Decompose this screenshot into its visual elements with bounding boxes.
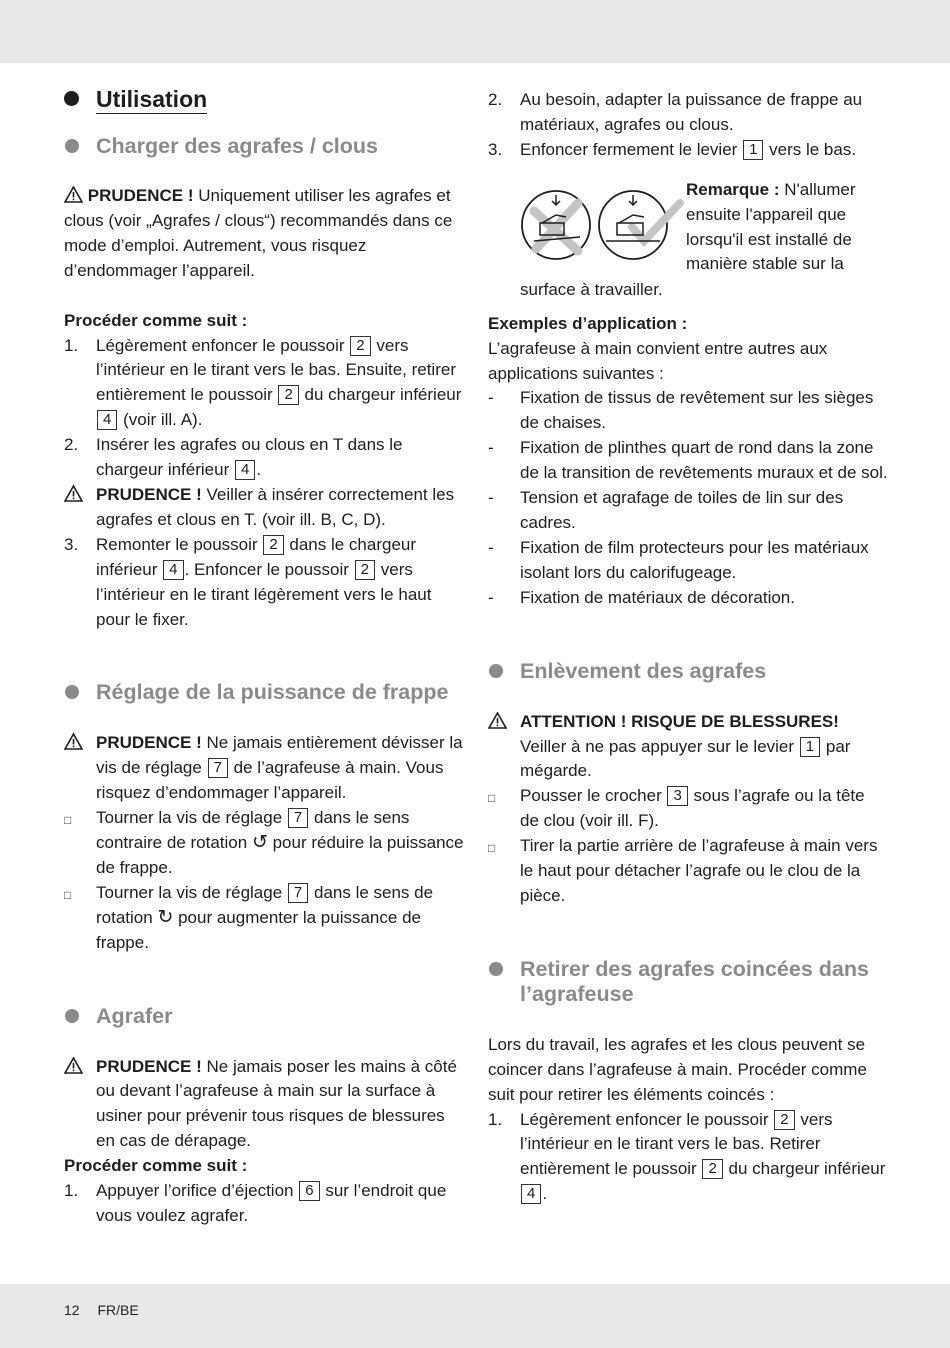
warning-triangle-icon	[64, 733, 83, 750]
remark-text: Remarque : N'allumer ensuite l'appareil que lorsqu'il est installé de manière stable sur la	[686, 179, 856, 274]
page-footer	[64, 1302, 153, 1318]
step-3: 3. Remonter le poussoir 2 dans le chargeur inférieur 4 . Enfoncer le poussoir 2 vers l’intérieur en le tirant légèrement vers le haut pour le fixer.	[64, 534, 432, 629]
examples-intro: L’agrafeuse à main convient entre autres aux applications suivantes :	[488, 338, 828, 383]
step-2: 2. Insérer les agrafes ou clous en T dans le chargeur inférieur 4 .	[64, 435, 403, 480]
rotate-ccw-icon: ↺	[251, 832, 268, 854]
step-1: 1. Légèrement enfoncer le poussoir 2 vers l’intérieur en le tirant vers le bas. Retirer entièrement le poussoir 2 du chargeur inférieur 4 .	[488, 1109, 886, 1204]
ref-6: 6	[299, 1181, 319, 1201]
page-number: 12	[64, 1302, 80, 1318]
bullet-icon	[64, 91, 79, 106]
warning-triangle-icon	[488, 712, 507, 729]
checkbox-square-icon: □	[64, 887, 72, 902]
list-item: □ Tourner la vis de réglage 7 dans le sens contraire de rotation ↺ pour réduire la puissance de frappe.	[64, 806, 464, 881]
ref-2: 2	[702, 1159, 722, 1179]
ref-4: 4	[235, 460, 255, 480]
remark-block	[488, 175, 888, 312]
step-1: 1. Légèrement enfoncer le poussoir 2 vers l’intérieur en le tirant vers le bas. Ensuite, retirer entièrement le poussoir 2 du chargeur inférieur 4 (voir ill. A).	[64, 335, 462, 430]
bullet-icon	[65, 1009, 79, 1023]
ref-7: 7	[288, 808, 308, 828]
ref-2: 2	[774, 1110, 794, 1130]
section-title-utilisation: Utilisation	[64, 82, 464, 116]
list-item: □ Tourner la vis de réglage 7 dans le sens de rotation ↻ pour augmenter la puissance de frappe.	[64, 881, 464, 956]
checkbox-square-icon: □	[64, 813, 72, 828]
heading-charger: Charger des agrafes / clous	[64, 134, 464, 159]
ref-1: 1	[743, 140, 763, 160]
ref-4: 4	[521, 1184, 541, 1204]
procedure-label: Procéder comme suit :	[64, 1156, 248, 1176]
warning-insert: PRUDENCE ! Veiller à insérer correctement les agrafes et clous en T. (voir ill. B, C, D).	[64, 483, 464, 533]
warning-triangle-icon	[64, 1057, 83, 1074]
ref-3: 3	[667, 786, 687, 806]
heading-retirer: Retirer des agrafes coincées dans l’agrafeuse	[488, 957, 888, 1007]
list-item: - Tension et agrafage de toiles de lin sur des cadres.	[488, 488, 844, 532]
ref-4: 4	[97, 410, 117, 430]
checkbox-square-icon: □	[488, 841, 496, 856]
bullet-icon	[65, 139, 79, 153]
heading-enlevement: Enlèvement des agrafes	[488, 659, 888, 684]
warning-enlevement: ATTENTION ! RISQUE DE BLESSURES! Veiller à ne pas appuyer sur le levier 1 par mégarde.	[488, 710, 888, 785]
warning-agrafer: PRUDENCE ! Ne jamais poser les mains à côté ou devant l’agrafeuse à main sur la surface à usiner pour prévenir tous risques de blessures en cas de dérapage.	[64, 1055, 464, 1155]
language-code: FR/BE	[97, 1302, 139, 1318]
retirer-intro: Lors du travail, les agrafes et les clous peuvent se coincer dans l’agrafeuse à main. Procéder comme suit pour retirer les éléments coincés :	[488, 1034, 867, 1104]
step-2: 2. Au besoin, adapter la puissance de frappe au matériaux, agrafes ou clous.	[488, 90, 863, 134]
heading-reglage: Réglage de la puissance de frappe	[64, 680, 464, 705]
right-column	[488, 88, 888, 1207]
ref-4: 4	[163, 560, 183, 580]
step-3: 3. Enfoncer fermement le levier 1 vers le bas.	[488, 139, 857, 159]
ref-2: 2	[355, 560, 375, 580]
warning-triangle-icon	[64, 485, 83, 502]
bullet-icon	[489, 664, 503, 678]
ref-2: 2	[350, 336, 370, 356]
ref-2: 2	[263, 535, 283, 555]
ref-1: 1	[800, 737, 820, 757]
step-1: 1. Appuyer l’orifice d’éjection 6 sur l’endroit que vous voulez agrafer.	[64, 1181, 447, 1225]
procedure-label: Procéder comme suit :	[64, 310, 248, 330]
remark-text-end: surface à travailler.	[520, 279, 663, 299]
rotate-cw-icon: ↻	[157, 906, 174, 928]
bullet-icon	[65, 685, 79, 699]
bullet-icon	[489, 962, 503, 976]
heading-agrafer: Agrafer	[64, 1004, 464, 1029]
list-item: - Fixation de tissus de revêtement sur les sièges de chaises.	[488, 388, 874, 433]
left-column	[64, 82, 464, 1229]
stapler-illustration-icon	[520, 189, 684, 261]
examples-label: Exemples d’application :	[488, 313, 688, 333]
list-item: □ Tirer la partie arrière de l’agrafeuse à main vers le haut pour détacher l’agrafe ou le clou de la pièce.	[488, 834, 888, 909]
warning-triangle-icon	[64, 186, 83, 203]
list-item: □ Pousser le crocher 3 sous l’agrafe ou la tête de clou (voir ill. F).	[488, 784, 888, 834]
ref-7: 7	[208, 758, 228, 778]
list-item: - Fixation de film protecteurs pour les matériaux isolant lors du calorifugeage.	[488, 537, 869, 582]
top-bar	[0, 0, 950, 63]
ref-7: 7	[288, 883, 308, 903]
list-item: - Fixation de matériaux de décoration.	[488, 587, 795, 607]
warning-charger: PRUDENCE ! Uniquement utiliser les agrafes et clous (voir „Agrafes / clous“) recommandés dans ce mode d’emploi. Autrement, vous risquez d’endommager l’appareil.	[64, 186, 453, 280]
warning-reglage: PRUDENCE ! Ne jamais entièrement dévisser la vis de réglage 7 de l’agrafeuse à main. Vous risquez d’endommager l’appareil.	[64, 731, 464, 806]
list-item: - Fixation de plinthes quart de rond dans la zone de la transition de revêtements muraux et de sol.	[488, 438, 888, 483]
ref-2: 2	[278, 385, 298, 405]
checkbox-square-icon: □	[488, 791, 496, 806]
